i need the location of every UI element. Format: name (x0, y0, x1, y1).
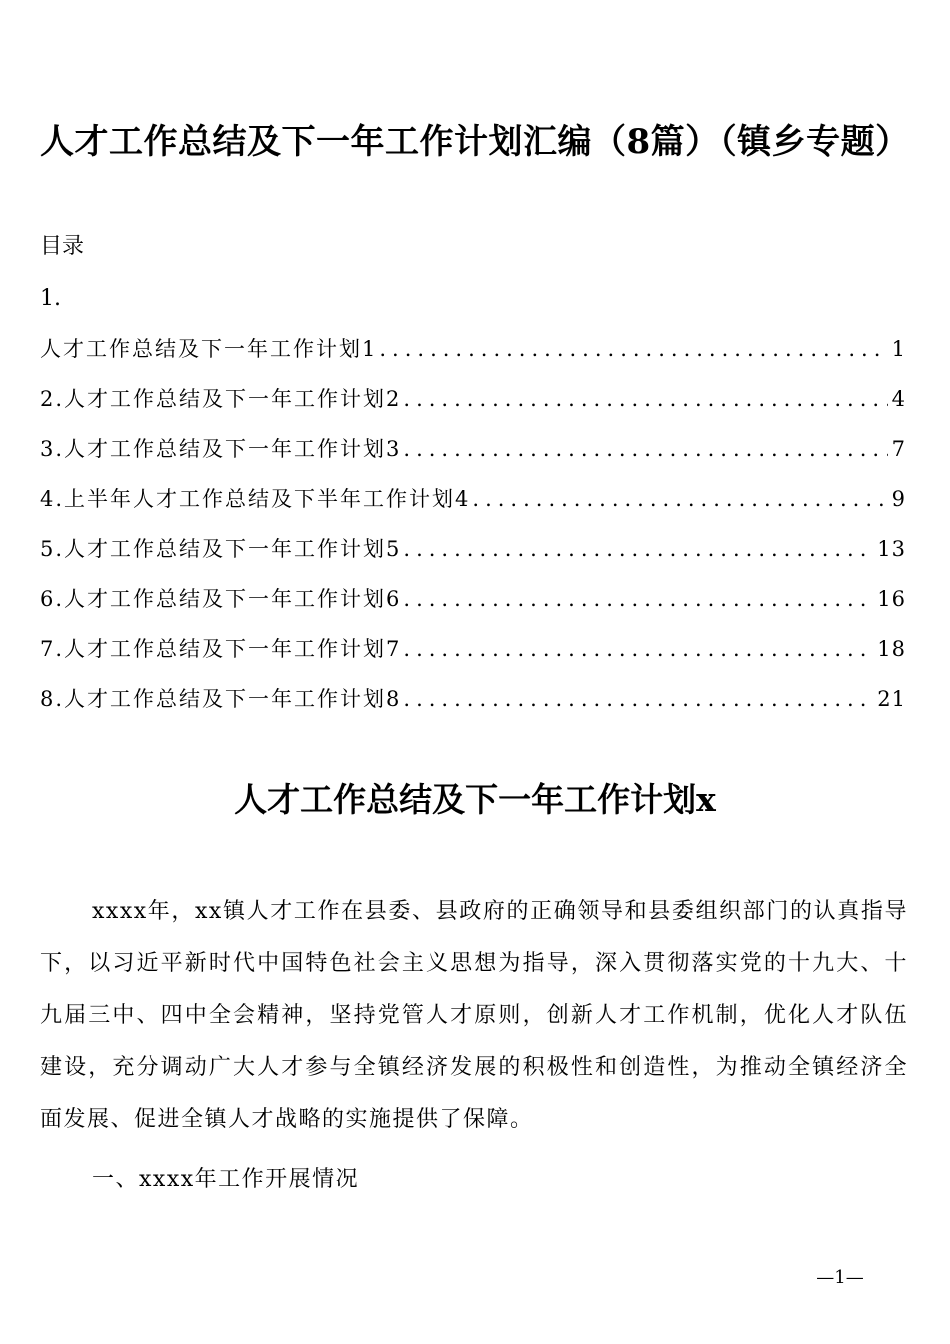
toc-item-label: 6.人才工作总结及下一年工作计划6 (40, 587, 402, 611)
toc-list (40, 334, 906, 734)
toc-leader-dots (379, 334, 887, 364)
toc-item[interactable] (40, 334, 906, 384)
toc-item-page: 21 (877, 687, 906, 711)
toc-leader-dots (403, 584, 873, 614)
toc-item-label: 人才工作总结及下一年工作计划1 (40, 337, 378, 361)
toc-item[interactable] (40, 384, 906, 434)
toc-item-page: 9 (891, 487, 906, 511)
toc-item[interactable] (40, 434, 906, 484)
toc-item-label: 4.上半年人才工作总结及下半年工作计划4 (40, 487, 471, 511)
toc-item-label: 5.人才工作总结及下一年工作计划5 (40, 537, 402, 561)
toc-leader-dots (403, 684, 873, 714)
toc-leader-dots (403, 534, 873, 564)
toc-item-page: 16 (877, 587, 906, 611)
toc-item[interactable] (40, 584, 906, 634)
toc-item-label: 3.人才工作总结及下一年工作计划3 (40, 437, 402, 461)
toc-item[interactable] (40, 484, 906, 534)
toc-item[interactable] (40, 534, 906, 584)
toc-item-label: 2.人才工作总结及下一年工作计划2 (40, 387, 402, 411)
toc-item-page: 7 (891, 437, 906, 461)
toc-leader-dots (403, 384, 887, 414)
toc-item[interactable] (40, 634, 906, 684)
toc-heading: 目录 (40, 234, 85, 259)
toc-item-label: 7.人才工作总结及下一年工作计划7 (40, 637, 402, 661)
toc-item[interactable] (40, 684, 906, 734)
page-number: —1— (816, 1267, 864, 1288)
toc-first-prefix: 1. (40, 286, 61, 311)
toc-item-page: 4 (891, 387, 906, 411)
toc-item-page: 13 (877, 537, 906, 561)
document-title: 人才工作总结及下一年工作计划汇编（8篇）（镇乡专题） (40, 122, 910, 162)
section-title: 人才工作总结及下一年工作计划x (234, 780, 716, 819)
toc-leader-dots (472, 484, 887, 514)
toc-leader-dots (403, 434, 887, 464)
toc-item-label: 8.人才工作总结及下一年工作计划8 (40, 687, 402, 711)
toc-leader-dots (403, 634, 873, 664)
body-paragraph: xxxx年，xx镇人才工作在县委、县政府的正确领导和县委组织部门的认真指导下，以习近平新时代中国特色社会主义思想为指导，深入贯彻落实党的十九大、十九届三中、四中全会精神，坚持党管人才原则，创新人才工作机制，优化人才队伍建设，充分调动广大人才参与全镇经济发展的积极性和创造性，为推动全镇经济全面发展、促进全镇人才战略的实施提供了保障。 (40, 899, 908, 1132)
toc-item-page: 18 (877, 637, 906, 661)
body-subheading: 一、xxxx年工作开展情况 (92, 1167, 360, 1192)
toc-item-page: 1 (891, 337, 906, 361)
